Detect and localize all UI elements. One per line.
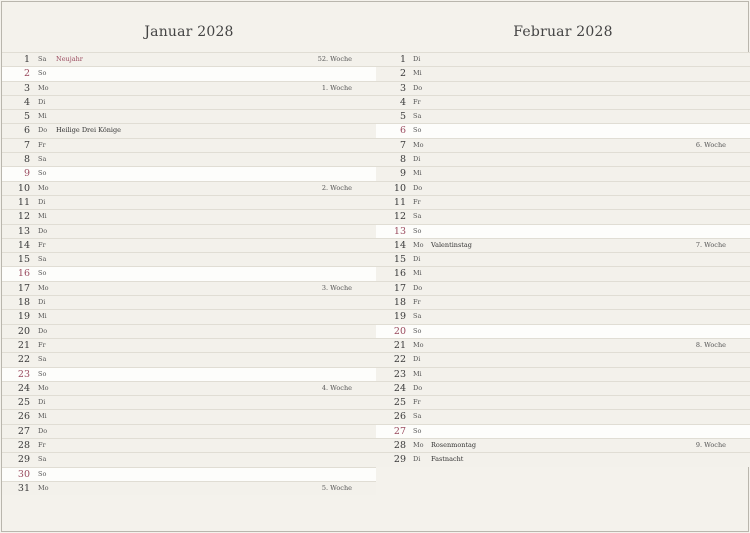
day-number: 22 (17, 354, 30, 366)
day-row[interactable] (376, 352, 750, 366)
day-number: 25 (17, 397, 30, 409)
day-row[interactable] (2, 281, 376, 295)
day-row[interactable] (2, 338, 376, 352)
day-number: 28 (17, 440, 30, 452)
weekday-label: Mi (413, 169, 422, 178)
day-number: 10 (17, 182, 30, 194)
day-row[interactable] (2, 367, 376, 381)
day-number: 22 (393, 354, 406, 366)
day-row[interactable] (376, 252, 750, 266)
day-number: 21 (393, 339, 406, 351)
day-number: 11 (393, 196, 406, 208)
month-title: Januar 2028 (144, 24, 234, 40)
day-row[interactable] (376, 367, 750, 381)
day-number: 5 (23, 111, 30, 123)
week-number-label: 6. Woche (695, 140, 726, 149)
day-row[interactable] (2, 81, 376, 95)
day-row[interactable] (376, 195, 750, 209)
weekday-label: Mo (38, 283, 49, 292)
day-row[interactable] (2, 452, 376, 466)
day-number: 29 (17, 454, 30, 466)
weekday-label: Di (38, 398, 46, 407)
holiday-label: Neujahr (56, 55, 83, 63)
day-number: 7 (399, 139, 406, 151)
day-number: 21 (17, 339, 30, 351)
day-number: 6 (23, 125, 30, 137)
weekday-label: Di (413, 455, 421, 464)
week-number-label: 9. Woche (695, 441, 726, 450)
weekday-label: Mo (38, 83, 49, 92)
day-number: 9 (399, 168, 406, 180)
day-number: 3 (23, 82, 30, 94)
day-number: 16 (393, 268, 406, 280)
weekday-label: Do (413, 383, 423, 392)
day-row[interactable] (2, 166, 376, 180)
weekday-label: Do (38, 326, 48, 335)
day-number: 30 (17, 468, 30, 480)
weekday-label: So (38, 469, 47, 478)
day-number: 18 (17, 297, 30, 309)
day-row[interactable] (2, 309, 376, 323)
day-row[interactable] (2, 266, 376, 280)
day-number: 1 (399, 54, 406, 65)
weekday-label: Di (38, 197, 46, 206)
day-number: 1 (23, 54, 30, 65)
day-row[interactable] (2, 181, 376, 195)
day-number: 27 (17, 425, 30, 437)
day-row[interactable] (2, 324, 376, 338)
day-number: 26 (393, 411, 406, 423)
weekday-label: Mo (413, 340, 424, 349)
day-number: 8 (399, 154, 406, 166)
day-row[interactable] (2, 252, 376, 266)
day-row[interactable] (2, 52, 376, 66)
weekday-label: Sa (413, 212, 422, 221)
day-number: 14 (17, 239, 30, 251)
day-row[interactable] (376, 338, 750, 352)
day-row[interactable] (376, 324, 750, 338)
day-row[interactable] (2, 238, 376, 252)
weekday-label: Mo (413, 441, 424, 450)
day-row[interactable] (2, 109, 376, 123)
day-row[interactable] (2, 152, 376, 166)
day-number: 13 (393, 225, 406, 237)
day-row[interactable] (376, 166, 750, 180)
week-number-label: 4. Woche (321, 383, 352, 392)
day-row[interactable] (2, 195, 376, 209)
weekday-label: Sa (413, 412, 422, 421)
weekday-label: Sa (38, 255, 47, 264)
day-row[interactable] (376, 209, 750, 223)
day-number: 4 (399, 96, 406, 108)
weekday-label: So (38, 69, 47, 78)
week-number-label: 5. Woche (321, 483, 352, 492)
day-number: 13 (17, 225, 30, 237)
day-row[interactable] (2, 381, 376, 395)
calendar-page (1, 1, 749, 532)
day-row[interactable] (2, 395, 376, 409)
day-number: 8 (23, 154, 30, 166)
day-number: 29 (393, 454, 406, 466)
day-row[interactable] (2, 352, 376, 366)
weekday-label: Sa (38, 55, 47, 63)
day-number: 24 (393, 382, 406, 394)
day-list (376, 52, 750, 467)
week-number-label: 52. Woche (317, 55, 352, 63)
weekday-label: Sa (413, 312, 422, 321)
day-number: 19 (393, 311, 406, 323)
day-row[interactable] (376, 81, 750, 95)
day-row[interactable] (376, 123, 750, 137)
day-number: 14 (393, 239, 406, 251)
day-number: 12 (17, 211, 30, 223)
weekday-label: Di (413, 255, 421, 264)
day-number: 31 (17, 482, 30, 494)
day-row[interactable] (2, 409, 376, 423)
day-row[interactable] (376, 438, 750, 452)
day-number: 24 (17, 382, 30, 394)
day-number: 2 (399, 68, 406, 80)
weekday-label: So (38, 169, 47, 178)
weekday-label: Do (38, 126, 48, 135)
weekday-label: So (413, 126, 422, 135)
month-february (376, 2, 750, 466)
weekday-label: Di (413, 355, 421, 364)
holiday-label: Rosenmontag (431, 441, 477, 450)
day-row[interactable] (2, 123, 376, 137)
weekday-label: Di (413, 155, 421, 164)
weekday-label: Mi (413, 269, 422, 278)
day-number: 7 (23, 139, 30, 151)
weekday-label: Do (38, 226, 48, 235)
day-number: 12 (393, 211, 406, 223)
day-number: 17 (17, 282, 30, 294)
day-row[interactable] (376, 295, 750, 309)
weekday-label: Fr (413, 97, 421, 106)
day-row[interactable] (2, 138, 376, 152)
day-row[interactable] (2, 424, 376, 438)
weekday-label: Sa (38, 155, 47, 164)
weekday-label: Di (413, 55, 421, 63)
weekday-label: Mo (413, 240, 424, 249)
day-row[interactable] (376, 224, 750, 238)
day-number: 28 (393, 440, 406, 452)
day-row[interactable] (376, 381, 750, 395)
day-number: 19 (17, 311, 30, 323)
day-number: 3 (399, 82, 406, 94)
day-number: 20 (17, 325, 30, 337)
day-row[interactable] (376, 95, 750, 109)
day-row[interactable] (2, 209, 376, 223)
holiday-label: Heilige Drei Könige (56, 126, 122, 135)
day-row[interactable] (376, 152, 750, 166)
day-row[interactable] (376, 424, 750, 438)
day-number: 15 (17, 254, 30, 266)
day-row[interactable] (376, 395, 750, 409)
weekday-label: Fr (38, 340, 46, 349)
weekday-label: Mi (38, 112, 47, 121)
week-number-label: 2. Woche (321, 183, 352, 192)
week-number-label: 8. Woche (695, 340, 726, 349)
day-number: 23 (17, 368, 30, 380)
day-row[interactable] (376, 309, 750, 323)
day-row[interactable] (376, 181, 750, 195)
weekday-label: So (38, 269, 47, 278)
day-row[interactable] (2, 224, 376, 238)
day-number: 2 (23, 68, 30, 80)
day-row[interactable] (376, 266, 750, 280)
weekday-label: Sa (38, 355, 47, 364)
weekday-label: Do (413, 183, 423, 192)
weekday-label: Mi (38, 412, 47, 421)
day-row[interactable] (376, 66, 750, 80)
weekday-label: Di (38, 298, 46, 307)
weekday-label: Mi (413, 69, 422, 78)
day-number: 25 (393, 397, 406, 409)
day-number: 15 (393, 254, 406, 266)
day-number: 5 (399, 111, 406, 123)
month-title: Februar 2028 (513, 24, 613, 40)
week-number-label: 1. Woche (321, 83, 352, 92)
holiday-label: Valentinstag (431, 240, 472, 249)
day-row[interactable] (2, 438, 376, 452)
weekday-label: So (413, 226, 422, 235)
weekday-label: Sa (413, 112, 422, 121)
weekday-label: Mi (38, 212, 47, 221)
weekday-label: So (38, 369, 47, 378)
day-number: 18 (393, 297, 406, 309)
weekday-label: Do (38, 426, 48, 435)
holiday-label: Fastnacht (431, 455, 464, 464)
day-number: 9 (23, 168, 30, 180)
day-number: 11 (17, 196, 30, 208)
day-row[interactable] (376, 281, 750, 295)
day-row[interactable] (2, 95, 376, 109)
month-january (2, 2, 376, 494)
day-row[interactable] (376, 52, 750, 66)
weekday-label: Mi (38, 312, 47, 321)
weekday-label: Do (413, 283, 423, 292)
day-number: 26 (17, 411, 30, 423)
day-row[interactable] (376, 238, 750, 252)
weekday-label: Sa (38, 455, 47, 464)
weekday-label: Fr (413, 398, 421, 407)
day-row[interactable] (2, 481, 376, 495)
day-row[interactable] (376, 409, 750, 423)
day-row[interactable] (376, 452, 750, 466)
day-row[interactable] (2, 467, 376, 481)
day-list (2, 52, 376, 495)
weekday-label: Di (38, 97, 46, 106)
weekday-label: Do (413, 83, 423, 92)
day-number: 20 (393, 325, 406, 337)
weekday-label: Mi (413, 369, 422, 378)
day-row[interactable] (2, 66, 376, 80)
week-number-label: 7. Woche (695, 240, 726, 249)
weekday-label: Fr (413, 197, 421, 206)
day-row[interactable] (376, 138, 750, 152)
weekday-label: So (413, 326, 422, 335)
week-number-label: 3. Woche (321, 283, 352, 292)
weekday-label: Mo (413, 140, 424, 149)
day-number: 23 (393, 368, 406, 380)
weekday-label: Fr (413, 298, 421, 307)
weekday-label: Mo (38, 483, 49, 492)
day-row[interactable] (376, 109, 750, 123)
day-number: 17 (393, 282, 406, 294)
day-number: 4 (23, 96, 30, 108)
day-number: 16 (17, 268, 30, 280)
day-row[interactable] (2, 295, 376, 309)
day-number: 6 (399, 125, 406, 137)
weekday-label: Mo (38, 383, 49, 392)
weekday-label: Fr (38, 240, 46, 249)
weekday-label: So (413, 426, 422, 435)
weekday-label: Fr (38, 441, 46, 450)
weekday-label: Fr (38, 140, 46, 149)
weekday-label: Mo (38, 183, 49, 192)
day-number: 10 (393, 182, 406, 194)
day-number: 27 (393, 425, 406, 437)
